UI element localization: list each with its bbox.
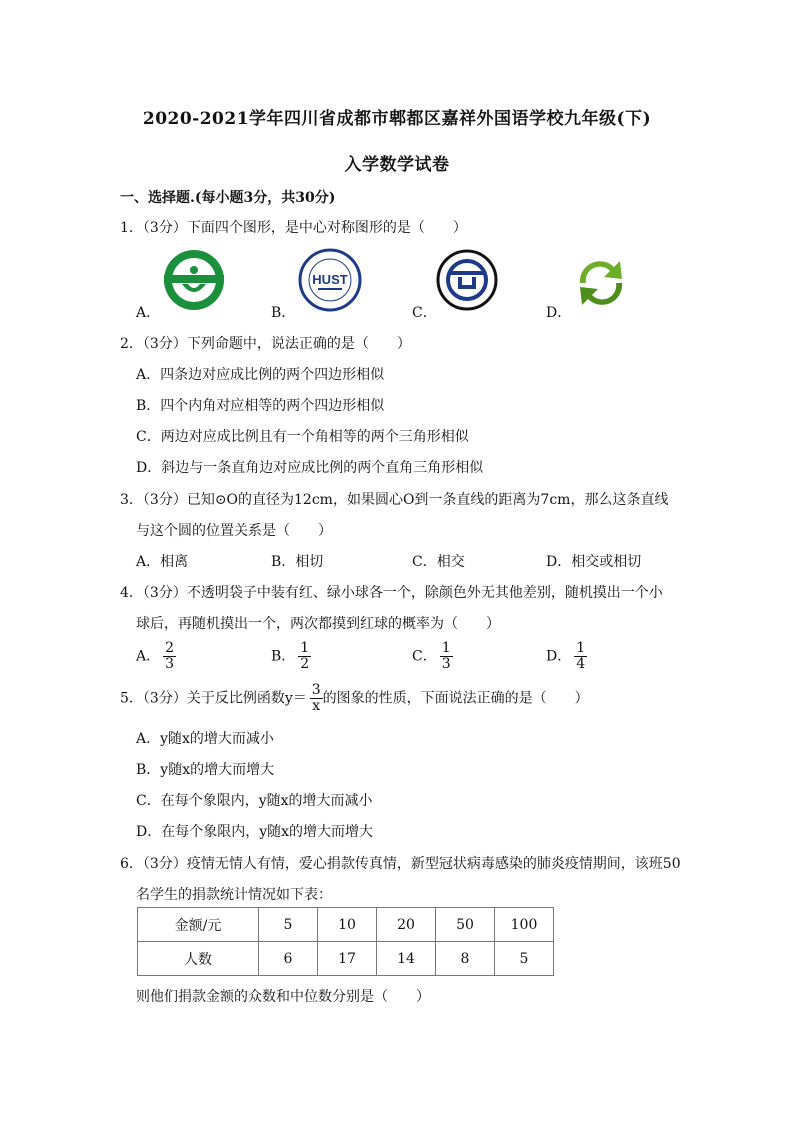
fraction-numerator: 1 — [441, 640, 451, 656]
logo-a-green-emblem — [160, 248, 228, 312]
table-row — [138, 908, 554, 942]
fraction-numerator: 3 — [311, 682, 321, 698]
logo-c-circle-emblem — [436, 249, 498, 311]
logo-b-school-seal — [296, 248, 364, 312]
q5-stem — [120, 683, 589, 714]
q4-option-c-fraction — [440, 641, 453, 672]
fraction-numerator: 2 — [165, 640, 175, 656]
fraction-denominator: x — [312, 698, 321, 714]
logo-d-recycle-arrows — [570, 253, 632, 313]
table-cell: 50 — [436, 908, 495, 942]
q6-stem-line2: 名学生的捐款统计情况如下表： — [136, 887, 332, 903]
fraction-denominator: 2 — [300, 656, 310, 672]
q2-option-d[interactable]: D．斜边与一条直角边对应成比例的两个直角三角形相似 — [136, 460, 484, 476]
q4-stem-line1: 4．（3分）不透明袋子中装有红、绿小球各一个，除颜色外无其他差别，随机摸出一个小 — [120, 585, 663, 601]
q4-option-b-fraction — [298, 641, 311, 672]
q3-option-b[interactable]: B．相切 — [271, 554, 324, 570]
q3-stem-line2: 与这个圆的位置关系是（ ） — [136, 523, 332, 539]
q5-stem-pre: 5．（3分）关于反比例函数y＝ — [120, 690, 307, 707]
q1-stem: 1．（3分）下面四个图形，是中心对称图形的是（ ） — [120, 220, 467, 236]
q2-option-c[interactable]: C．两边对应成比例且有一个角相等的两个三角形相似 — [136, 429, 469, 445]
section-heading: 一、选择题.(每小题3分，共30分) — [120, 190, 336, 206]
q6-question: 则他们捐款金额的众数和中位数分别是（ ） — [136, 989, 430, 1005]
donation-table — [137, 907, 554, 976]
q5-function-fraction — [310, 683, 323, 714]
q2-stem: 2．（3分）下列命题中，说法正确的是（ ） — [120, 336, 411, 352]
svg-text:HUST: HUST — [312, 272, 348, 287]
q4-option-d-fraction — [574, 641, 587, 672]
q5-option-c[interactable]: C．在每个象限内，y随x的增大而减小 — [136, 793, 373, 809]
fraction-numerator: 1 — [576, 640, 586, 656]
q1-option-a[interactable]: A． — [136, 305, 161, 321]
table-cell: 5 — [259, 908, 318, 942]
q4-option-a[interactable] — [136, 641, 176, 672]
table-cell: 20 — [377, 908, 436, 942]
q5-stem-post: 的图象的性质，下面说法正确的是（ ） — [322, 690, 589, 707]
q3-option-c[interactable]: C．相交 — [412, 554, 465, 570]
table-cell: 5 — [495, 942, 554, 976]
q4-option-b[interactable] — [271, 641, 311, 672]
q4-stem-line2: 球后，再随机摸出一个，两次都摸到红球的概率为（ ） — [136, 616, 500, 632]
table-cell: 17 — [318, 942, 377, 976]
q6-stem-line1: 6．（3分）疫情无情人有情，爱心捐款传真情，新型冠状病毒感染的肺炎疫情期间，该班50 — [120, 856, 681, 872]
table-cell: 6 — [259, 942, 318, 976]
q3-option-d[interactable]: D．相交或相切 — [546, 554, 642, 570]
q2-option-b[interactable]: B．四个内角对应相等的两个四边形相似 — [136, 398, 385, 414]
q1-option-b[interactable]: B． — [271, 305, 296, 321]
q4-option-c[interactable] — [412, 641, 453, 672]
table-cell: 14 — [377, 942, 436, 976]
q1-option-c[interactable]: C． — [412, 305, 437, 321]
fraction-denominator: 3 — [165, 656, 175, 672]
table-cell: 10 — [318, 908, 377, 942]
fraction-denominator: 4 — [576, 656, 586, 672]
q4-option-c-label: C． — [412, 648, 437, 665]
q4-option-d[interactable] — [546, 641, 587, 672]
q4-option-a-label: A． — [136, 648, 161, 665]
table-row — [138, 942, 554, 976]
q4-option-a-fraction — [163, 641, 176, 672]
q5-option-d[interactable]: D．在每个象限内，y随x的增大而增大 — [136, 824, 374, 840]
q5-option-a[interactable]: A．y随x的增大而减小 — [136, 731, 274, 747]
table-cell: 人数 — [138, 942, 259, 976]
q3-stem-line1: 3．（3分）已知⊙O的直径为12cm，如果圆心O到一条直线的距离为7cm，那么这条直线 — [120, 492, 669, 508]
exam-title-line2: 入学数学试卷 — [344, 155, 450, 175]
q4-option-d-label: D． — [546, 648, 572, 665]
fraction-numerator: 1 — [300, 640, 310, 656]
q5-option-b[interactable]: B．y随x的增大而增大 — [136, 762, 275, 778]
q2-option-a[interactable]: A．四条边对应成比例的两个四边形相似 — [136, 367, 385, 383]
exam-title-line1: 2020-2021学年四川省成都市郫都区嘉祥外国语学校九年级(下) — [142, 109, 652, 129]
fraction-denominator: 3 — [441, 656, 451, 672]
q4-option-b-label: B． — [271, 648, 296, 665]
q3-option-a[interactable]: A．相离 — [136, 554, 189, 570]
q1-option-d[interactable]: D． — [546, 305, 572, 321]
table-cell: 100 — [495, 908, 554, 942]
table-cell: 金额/元 — [138, 908, 259, 942]
table-cell: 8 — [436, 942, 495, 976]
